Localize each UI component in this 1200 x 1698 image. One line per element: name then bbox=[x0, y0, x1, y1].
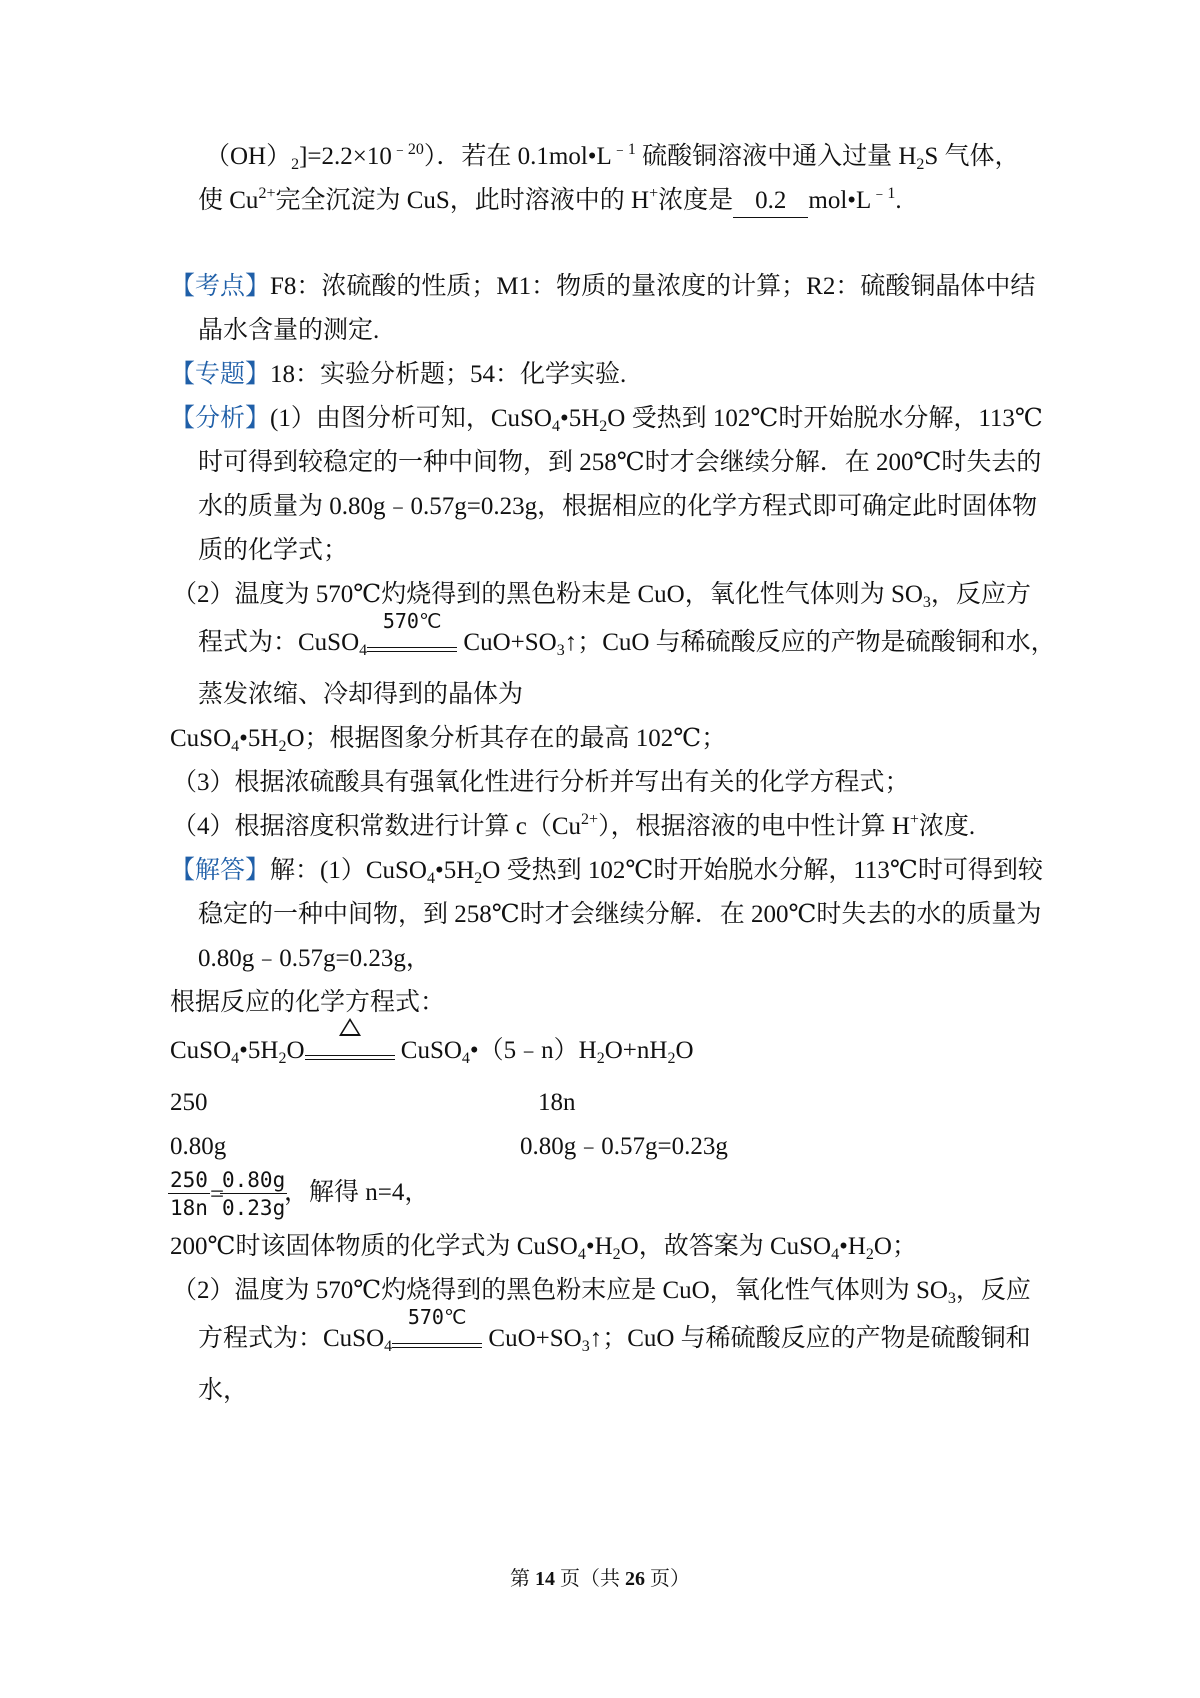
text-line: $CuSO_4•5H_2O$；根据图象分析其存在的最高 102℃； bbox=[170, 725, 727, 755]
zhuanti-line: 【专题】18：实验分析题；54：化学实验. bbox=[170, 361, 627, 388]
fraction: $\frac{0.80g}{0.23g}$ bbox=[222, 1168, 286, 1220]
ratio-left: 0.80g bbox=[170, 1133, 227, 1160]
text-line: 使 $Cu^{2+}$完全沉淀为 CuS，此时溶液中的 H+浓度是 0.2 $mol•L^{﹣1}$. bbox=[198, 186, 902, 218]
kaodian-tag: 【考点】 bbox=[170, 273, 271, 300]
text-line: 稳定的一种中间物，到 258℃时才会继续分解．在 200℃时失去的水的质量为 bbox=[198, 901, 1042, 928]
reaction-arrow: 570℃ bbox=[392, 1324, 482, 1354]
text-line: （3）根据浓硫酸具有强氧化性进行分析并写出有关的化学方程式； bbox=[172, 769, 910, 796]
fraction: $\frac{250}{18n}$ bbox=[170, 1168, 208, 1220]
text-line: （2）温度为 570℃灼烧得到的黑色粉末是 CuO，氧化性气体则为 $SO_3$，反应方 bbox=[172, 581, 1031, 611]
text-line: （4）根据溶度积常数进行计算 $c(Cu^{2+})$，根据溶液的电中性计算 H+浓度. bbox=[172, 811, 976, 840]
text-line: ，解得 n=4， bbox=[284, 1179, 430, 1206]
ratio-right: 18n bbox=[538, 1089, 576, 1116]
text-line: 质的化学式； bbox=[198, 537, 349, 564]
text-line: 时可得到较稳定的一种中间物，到 258℃时才会继续分解．在 200℃时失去的 bbox=[198, 449, 1042, 476]
heat-reaction-arrow bbox=[305, 1036, 395, 1066]
text-line: 蒸发浓缩、冷却得到的晶体为 bbox=[198, 681, 524, 708]
jieda-line: 【解答】解：$(1)CuSO_4•5H_2O$ 受热到 102℃时开始脱水分解，113℃时可得到较 bbox=[170, 857, 1043, 887]
ratio-left: 250 bbox=[170, 1089, 208, 1116]
reaction-arrow: 570℃ bbox=[367, 628, 457, 658]
equals-sign: = bbox=[210, 1181, 225, 1208]
heat-triangle-icon bbox=[339, 1018, 361, 1036]
text-line: 晶水含量的测定. bbox=[198, 317, 380, 344]
page-total: 26 bbox=[625, 1568, 645, 1590]
text-line: $(OH)_2]=2.2\times 10^{﹣20}$）．若在 $0.1mol•L^{﹣1}$ 硫酸铜溶液中通入过量 $H_2S$ 气体， bbox=[205, 141, 1020, 173]
text-line: 0.80g﹣0.57g=0.23g， bbox=[198, 945, 431, 972]
page-number: 14 bbox=[535, 1568, 555, 1590]
fenxi-tag: 【分析】 bbox=[170, 405, 271, 432]
equation-line: $CuSO_4•5H_2O$ $CuSO_4•(5﹣n)H_2O+nH_2O$ bbox=[170, 1036, 694, 1066]
zhuanti-tag: 【专题】 bbox=[170, 361, 271, 388]
equation-line: 程式为：CuSO$_4$ 570℃ $CuO+SO_3↑$；CuO 与稀硫酸反应的产物是硫酸铜和水， bbox=[198, 609, 1056, 659]
text-line: 根据反应的化学方程式： bbox=[170, 989, 446, 1016]
page-footer: 第 14 页（共 26 页） bbox=[510, 1568, 690, 1590]
text-line: （2）温度为 570℃灼烧得到的黑色粉末应是 CuO，氧化性气体则为 $SO_3$，反应 bbox=[172, 1277, 1031, 1307]
fenxi-line: 【分析】(1）由图分析可知，$CuSO_4•5H_2O$ 受热到 102℃时开始脱水分解，113℃ bbox=[170, 405, 1043, 435]
text-line: 200℃时该固体物质的化学式为 $CuSO_4•H_2O$，故答案为 $CuSO_4•H_2O$； bbox=[170, 1233, 917, 1263]
jieda-tag: 【解答】 bbox=[170, 857, 271, 884]
answer-blank: 0.2 bbox=[733, 186, 808, 218]
equation-line: 方程式为：CuSO$_4$ 570℃ $CuO+SO_3↑$；CuO 与稀硫酸反应的产物是硫酸铜和 bbox=[198, 1305, 1031, 1355]
ratio-right: 0.80g﹣0.57g=0.23g bbox=[520, 1133, 728, 1160]
kaodian-line: 【考点】F8：浓硫酸的性质；M1：物质的量浓度的计算；R2：硫酸铜晶体中结 bbox=[170, 273, 1036, 300]
text-line: 水， bbox=[198, 1377, 249, 1404]
text-line: 水的质量为 0.80g﹣0.57g=0.23g，根据相应的化学方程式即可确定此时固体物 bbox=[198, 493, 1038, 520]
